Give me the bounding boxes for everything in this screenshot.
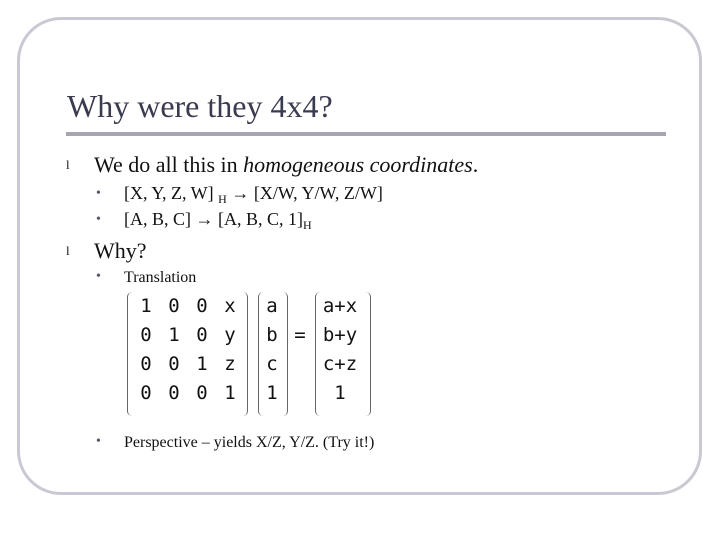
matrix-cell: 0 bbox=[140, 353, 152, 375]
subitem-xyzw bbox=[96, 183, 383, 207]
matrix-cell: 0 bbox=[168, 382, 180, 404]
subscript-h: H bbox=[303, 218, 312, 232]
result-cell: c+z bbox=[322, 353, 358, 375]
matrix-cell: x bbox=[224, 295, 236, 317]
matrix-cell: 0 bbox=[196, 324, 208, 346]
bullet-text-end: . bbox=[472, 152, 479, 177]
matrix-cell: y bbox=[224, 324, 236, 346]
subitem-abc bbox=[96, 209, 312, 233]
slide-title: Why were they 4x4? bbox=[67, 88, 333, 124]
subscript-h: H bbox=[218, 192, 227, 206]
bullet-marker: l bbox=[66, 157, 70, 172]
title-rule bbox=[66, 132, 666, 136]
matrix-cell: z bbox=[224, 353, 236, 375]
vector-cell: b bbox=[266, 324, 278, 346]
matrix-cell: 1 bbox=[196, 353, 208, 375]
vector-cell: a bbox=[266, 295, 278, 317]
subbullet-marker: • bbox=[96, 269, 101, 284]
subbullet-marker: • bbox=[96, 186, 101, 201]
bullet-why bbox=[66, 238, 147, 264]
result-cell: b+y bbox=[322, 324, 358, 346]
result-cell: a+x bbox=[322, 295, 358, 317]
bullet-text: We do all this in bbox=[94, 152, 244, 177]
subitem-text: Translation bbox=[124, 269, 197, 286]
matrix-cell: 1 bbox=[168, 324, 180, 346]
subbullet-marker: • bbox=[96, 434, 101, 449]
subitem-text: Perspective – yields X/Z, Y/Z. (Try it!) bbox=[124, 434, 375, 451]
matrix-cell: 0 bbox=[140, 324, 152, 346]
subbullet-marker: • bbox=[96, 212, 101, 227]
matrix-cell: 0 bbox=[196, 295, 208, 317]
subitem-translation bbox=[96, 269, 196, 287]
matrix-cell: 0 bbox=[168, 353, 180, 375]
subitem-text: [X, Y, Z, W] bbox=[124, 183, 214, 203]
subitem-perspective bbox=[96, 434, 374, 452]
vector-cell: c bbox=[266, 353, 278, 375]
vector-cell: 1 bbox=[266, 382, 278, 404]
matrix-cell: 1 bbox=[224, 382, 236, 404]
subitem-text-end: → [X/W, Y/W, Z/W] bbox=[226, 183, 383, 203]
matrix-cell: 1 bbox=[140, 295, 152, 317]
bullet-italic-text: homogeneous coordinates bbox=[243, 152, 473, 177]
bullet-homogeneous bbox=[66, 152, 478, 178]
bullet-marker: l bbox=[66, 243, 70, 258]
matrix-cell: 0 bbox=[196, 382, 208, 404]
matrix-cell: 0 bbox=[140, 382, 152, 404]
result-cell: 1 bbox=[334, 382, 346, 404]
equals-sign: = bbox=[294, 324, 306, 346]
matrix-cell: 0 bbox=[168, 295, 180, 317]
bullet-text: Why? bbox=[94, 238, 147, 263]
subitem-text: [A, B, C] → [A, B, C, 1] bbox=[124, 209, 303, 229]
